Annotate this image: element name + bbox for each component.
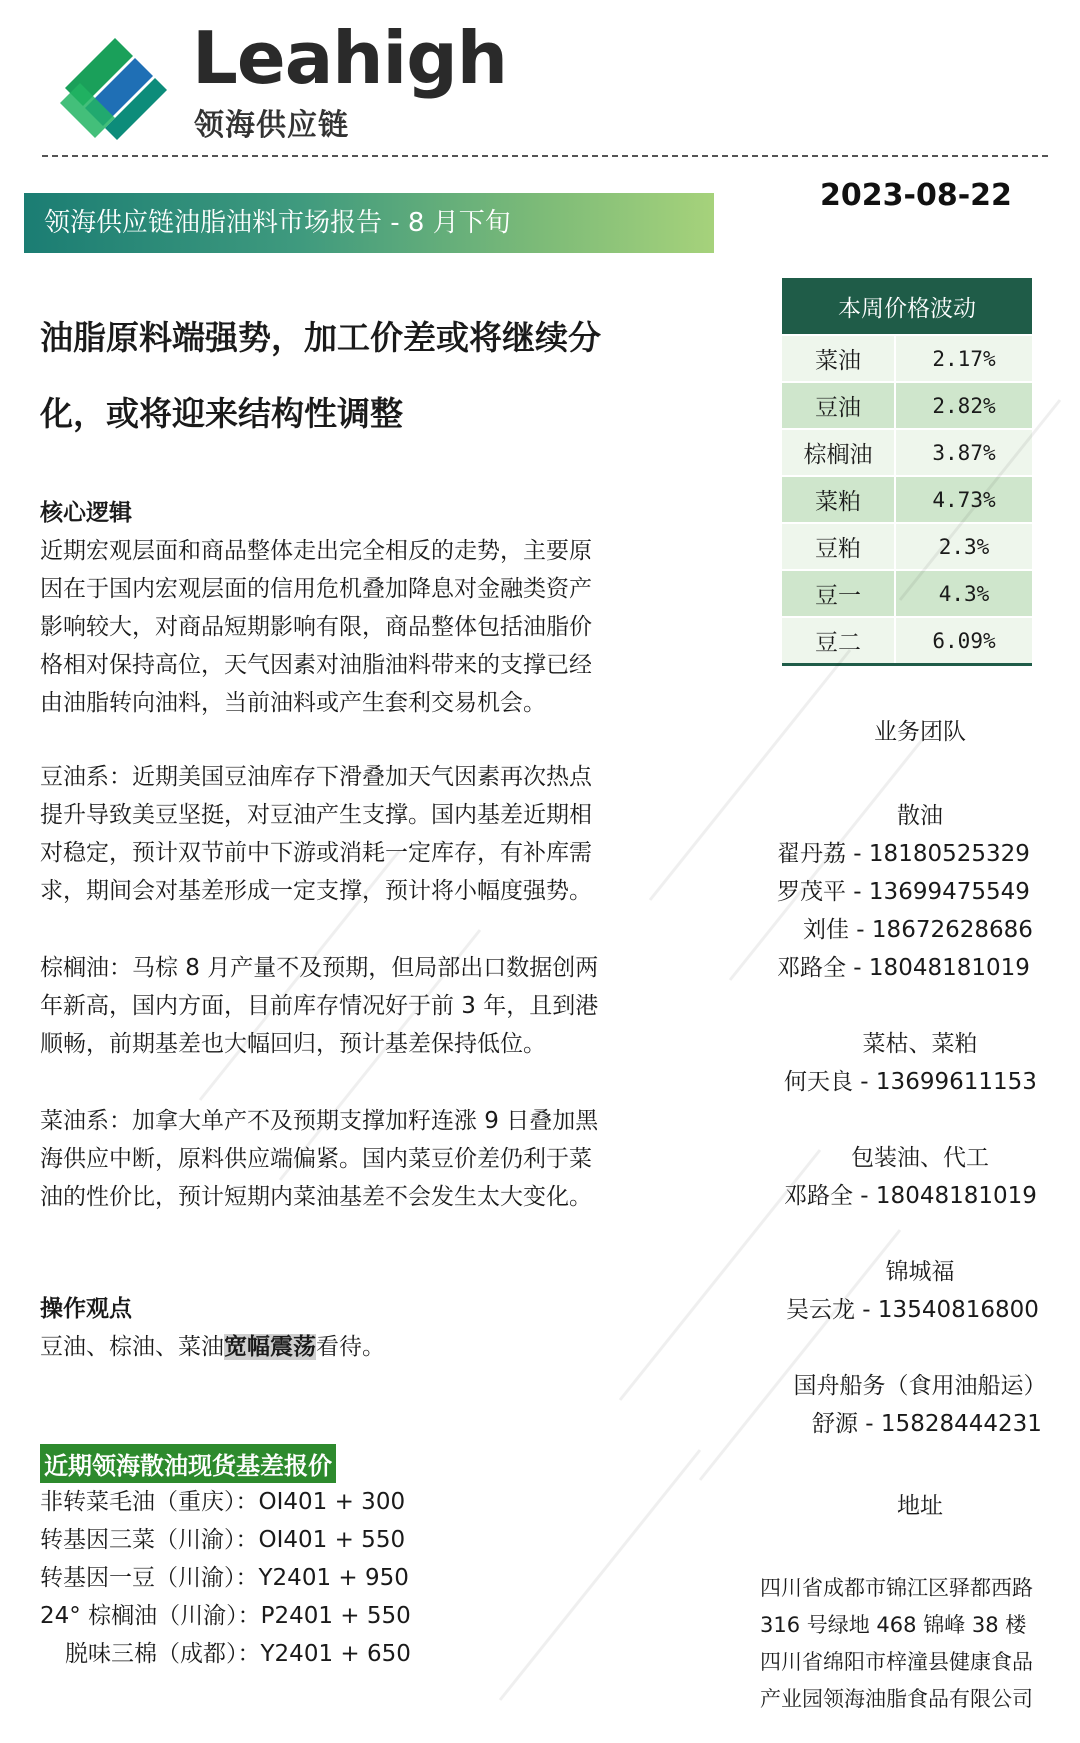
team-group-name: 包装油、代工 [851, 1145, 989, 1171]
report-date: 2023-08-22 [820, 178, 1012, 213]
quote-row: 脱味三棉（成都）：Y2401 + 650 [65, 1641, 411, 1667]
paragraph-line: 菜油系：加拿大单产不及预期支撑加籽连涨 9 日叠加黑 [40, 1108, 599, 1134]
team-contact: 邓路全 - 18048181019 [777, 955, 1030, 981]
paragraph-line: 棕榈油：马棕 8 月产量不及预期，但局部出口数据创两 [40, 955, 599, 981]
address-line: 四川省成都市锦江区驿都西路 [760, 1576, 1033, 1600]
address-title: 地址 [897, 1493, 943, 1519]
team-group-name: 散油 [897, 803, 943, 829]
team-contact: 何天良 - 13699611153 [784, 1069, 1037, 1095]
paragraph-line: 近期宏观层面和商品整体走出完全相反的走势，主要原 [40, 538, 592, 564]
paragraph-line: 顺畅，前期基差也大幅回归，预计基差保持低位。 [40, 1031, 546, 1057]
headline-line-2: 化，或将迎来结构性调整 [40, 394, 403, 433]
quote-row: 转基因三菜（川渝）：OI401 + 550 [40, 1527, 406, 1553]
quote-row: 转基因一豆（川渝）：Y2401 + 950 [40, 1565, 409, 1591]
quote-row: 非转菜毛油（重庆）：OI401 + 300 [40, 1489, 406, 1515]
address-line: 产业园领海油脂食品有限公司 [760, 1687, 1033, 1711]
core-logic-title: 核心逻辑 [40, 500, 132, 526]
paragraph-line: 海供应中断，原料供应端偏紧。国内菜豆价差仍利于菜 [40, 1146, 592, 1172]
team-contact: 刘佳 - 18672628686 [803, 917, 1033, 943]
soybean-paragraph [40, 758, 665, 910]
paragraph-line: 年新高，国内方面，目前库存情况好于前 3 年，且到港 [40, 993, 599, 1019]
price-item-value: 4.73% [895, 476, 1032, 523]
paragraph-line: 豆油系：近期美国豆油库存下滑叠加天气因素再次热点 [40, 764, 592, 790]
team-group-name: 锦城福 [885, 1259, 955, 1285]
operation-prefix: 豆油、棕油、菜油 [40, 1334, 224, 1360]
team-contact: 舒源 - 15828444231 [812, 1411, 1042, 1437]
team-contact: 罗茂平 - 13699475549 [777, 879, 1030, 905]
address-line: 四川省绵阳市梓潼县健康食品 [760, 1650, 1033, 1674]
address-line: 316 号绿地 468 锦峰 38 楼 [760, 1613, 1027, 1637]
palm-paragraph [40, 949, 665, 1063]
price-table-header: 本周价格波动 [782, 278, 1032, 335]
team-contact: 吴云龙 - 13540816800 [786, 1297, 1039, 1323]
price-item-value: 2.17% [895, 335, 1032, 382]
price-item-name: 豆油 [782, 382, 895, 429]
headline-line-1: 油脂原料端强势，加工价差或将继续分 [40, 318, 601, 357]
report-banner: 领海供应链油脂油料市场报告 - 8 月下旬 [24, 193, 714, 253]
team-contact: 邓路全 - 18048181019 [784, 1183, 1037, 1209]
core-logic-section [40, 494, 665, 722]
paragraph-line: 对稳定，预计双节前中下游或消耗一定库存，有补库需 [40, 840, 592, 866]
quote-section-title: 近期领海散油现货基差报价 [40, 1444, 336, 1483]
price-item-value: 3.87% [895, 429, 1032, 476]
paragraph-line: 油的性价比，预计短期内菜油基差不会发生太大变化。 [40, 1184, 592, 1210]
paragraph-line: 提升导致美豆坚挺，对豆油产生支撑。国内基差近期相 [40, 802, 592, 828]
team-group-name: 国舟船务（食用油船运） [793, 1373, 1047, 1399]
team-group-name: 菜枯、菜粕 [862, 1031, 978, 1057]
paragraph-line: 影响较大，对商品短期影响有限，商品整体包括油脂价 [40, 614, 592, 640]
price-item-name: 棕榈油 [782, 429, 895, 476]
operation-highlight: 宽幅震荡 [224, 1334, 316, 1360]
price-item-value: 2.3% [895, 523, 1032, 570]
operation-text [40, 1328, 665, 1366]
price-item-value: 4.3% [895, 570, 1032, 617]
paragraph-line: 由油脂转向油料，当前油料或产生套利交易机会。 [40, 690, 546, 716]
team-title: 业务团队 [874, 719, 966, 745]
operation-title: 操作观点 [40, 1296, 132, 1322]
price-item-value: 2.82% [895, 382, 1032, 429]
rapeseed-paragraph [40, 1102, 665, 1216]
operation-section [40, 1290, 665, 1366]
price-item-name: 豆二 [782, 617, 895, 665]
price-item-name: 豆粕 [782, 523, 895, 570]
quote-row: 24° 棕榈油（川渝）：P2401 + 550 [40, 1603, 411, 1629]
paragraph-line: 格相对保持高位，天气因素对油脂油料带来的支撑已经 [40, 652, 592, 678]
price-item-name: 菜粕 [782, 476, 895, 523]
brand-name-en: Leahigh [192, 16, 508, 100]
team-contact: 翟丹荔 - 18180525329 [777, 841, 1030, 867]
operation-suffix: 看待。 [316, 1334, 385, 1360]
leahigh-logo-icon [55, 28, 175, 148]
paragraph-line: 因在于国内宏观层面的信用危机叠加降息对金融类资产 [40, 576, 592, 602]
weekly-price-table [782, 278, 1032, 666]
brand-name-cn: 领海供应链 [194, 108, 349, 143]
header-divider [42, 155, 1048, 157]
headline [40, 300, 680, 452]
paragraph-line: 求，期间会对基差形成一定支撑，预计将小幅度强势。 [40, 878, 592, 904]
price-item-name: 菜油 [782, 335, 895, 382]
price-item-name: 豆一 [782, 570, 895, 617]
price-item-value: 6.09% [895, 617, 1032, 665]
